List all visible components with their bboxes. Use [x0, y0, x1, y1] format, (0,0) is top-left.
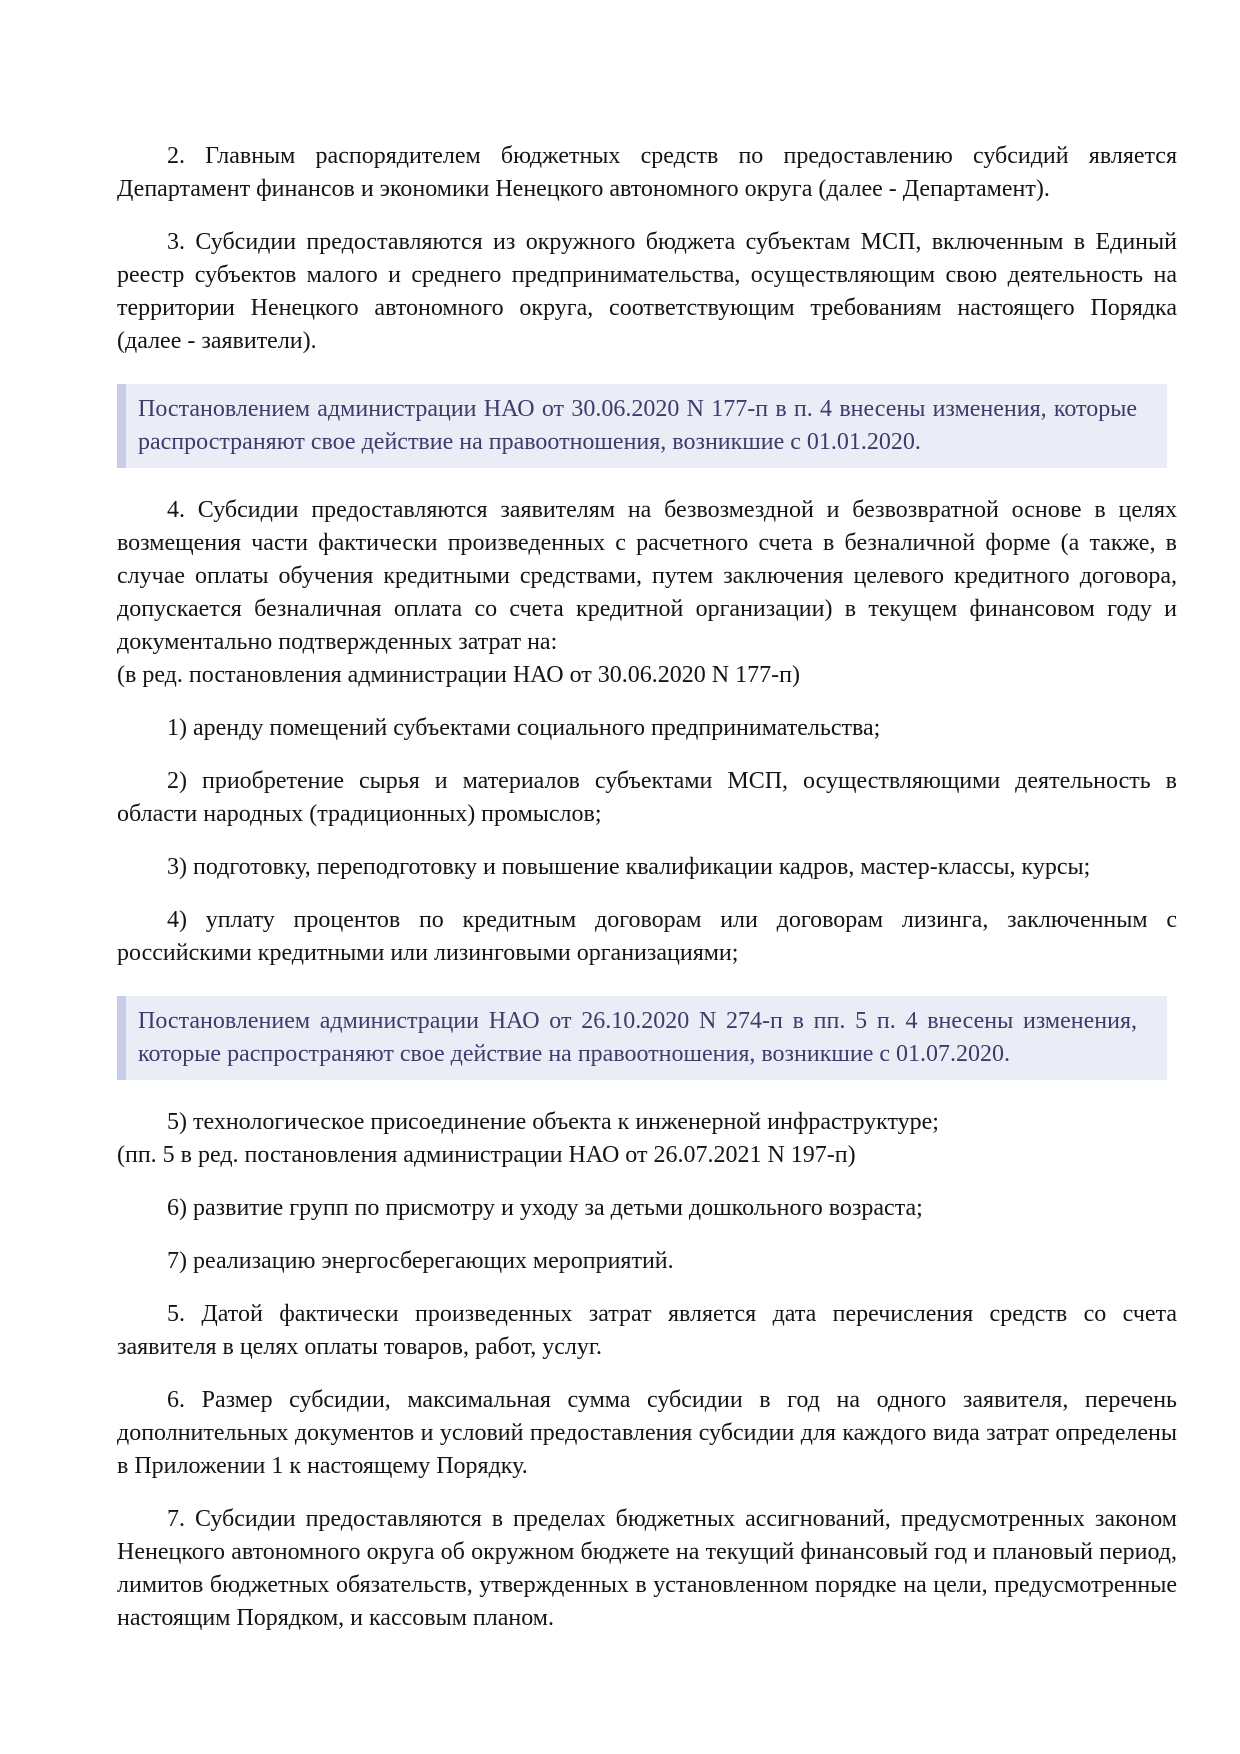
paragraph-item-4: 4. Субсидии предоставляются заявителям на безвозмездной и безвозвратной основе в целях возмещения части фактически произведенных с расчетного счета в безналичной форме (а также, в случае оплаты обучения кредитными средствами, путем заключения целевого кредитного договора, допускается безналичная оплата со счета кредитной организации) в текущем финансовом году и документально подтвержденных затрат на:	[117, 497, 1177, 655]
amendment-note-177p: Постановлением администрации НАО от 30.06.2020 N 177-п в п. 4 внесены изменения, которые распространяют свое действие на правоотношения, возникшие с 01.01.2020.	[117, 384, 1167, 468]
paragraph-item-6: 6. Размер субсидии, максимальная сумма субсидии в год на одного заявителя, перечень дополнительных документов и условий предоставления субсидии для каждого вида затрат определены в Приложении 1 к настоящему Порядку.	[117, 1387, 1177, 1479]
amendment-note-274p: Постановлением администрации НАО от 26.10.2020 N 274-п в пп. 5 п. 4 внесены изменения, которые распространяют свое действие на правоотношения, возникшие с 01.07.2020.	[117, 996, 1167, 1080]
amendment-ref-197p: (пп. 5 в ред. постановления администрации НАО от 26.07.2021 N 197-п)	[117, 1142, 856, 1168]
subitem-3: 3) подготовку, переподготовку и повышение квалификации кадров, мастер-классы, курсы;	[167, 854, 1091, 880]
paragraph-item-3: 3. Субсидии предоставляются из окружного бюджета субъектам МСП, включенным в Единый реестр субъектов малого и среднего предпринимательства, осуществляющим свою деятельность на территории Ненецкого автономного округа, соответствующим требованиям настоящего Порядка (далее - заявители).	[117, 229, 1177, 354]
subitem-5: 5) технологическое присоединение объекта к инженерной инфраструктуре;	[167, 1109, 939, 1135]
subitem-4: 4) уплату процентов по кредитным договорам или договорам лизинга, заключенным с российскими кредитными или лизинговыми организациями;	[117, 907, 1177, 966]
document-page	[117, 140, 1177, 1635]
paragraph-item-7: 7. Субсидии предоставляются в пределах бюджетных ассигнований, предусмотренных законом Ненецкого автономного округа об окружном бюджете на текущий финансовый год и плановый период, лимитов бюджетных обязательств, утвержденных в установленном порядке на цели, предусмотренные настоящим Порядком, и кассовым планом.	[117, 1506, 1177, 1631]
subitem-2: 2) приобретение сырья и материалов субъектами МСП, осуществляющими деятельность в области народных (традиционных) промыслов;	[117, 768, 1177, 827]
paragraph-item-2: 2. Главным распорядителем бюджетных средств по предоставлению субсидий является Департамент финансов и экономики Ненецкого автономного округа (далее - Департамент).	[117, 143, 1177, 202]
paragraph-item-5: 5. Датой фактически произведенных затрат является дата перечисления средств со счета заявителя в целях оплаты товаров, работ, услуг.	[117, 1301, 1177, 1360]
subitem-1: 1) аренду помещений субъектами социального предпринимательства;	[167, 715, 881, 741]
amendment-ref-177p: (в ред. постановления администрации НАО от 30.06.2020 N 177-п)	[117, 662, 800, 688]
subitem-7: 7) реализацию энергосберегающих мероприятий.	[167, 1248, 674, 1274]
subitem-6: 6) развитие групп по присмотру и уходу за детьми дошкольного возраста;	[167, 1195, 923, 1221]
